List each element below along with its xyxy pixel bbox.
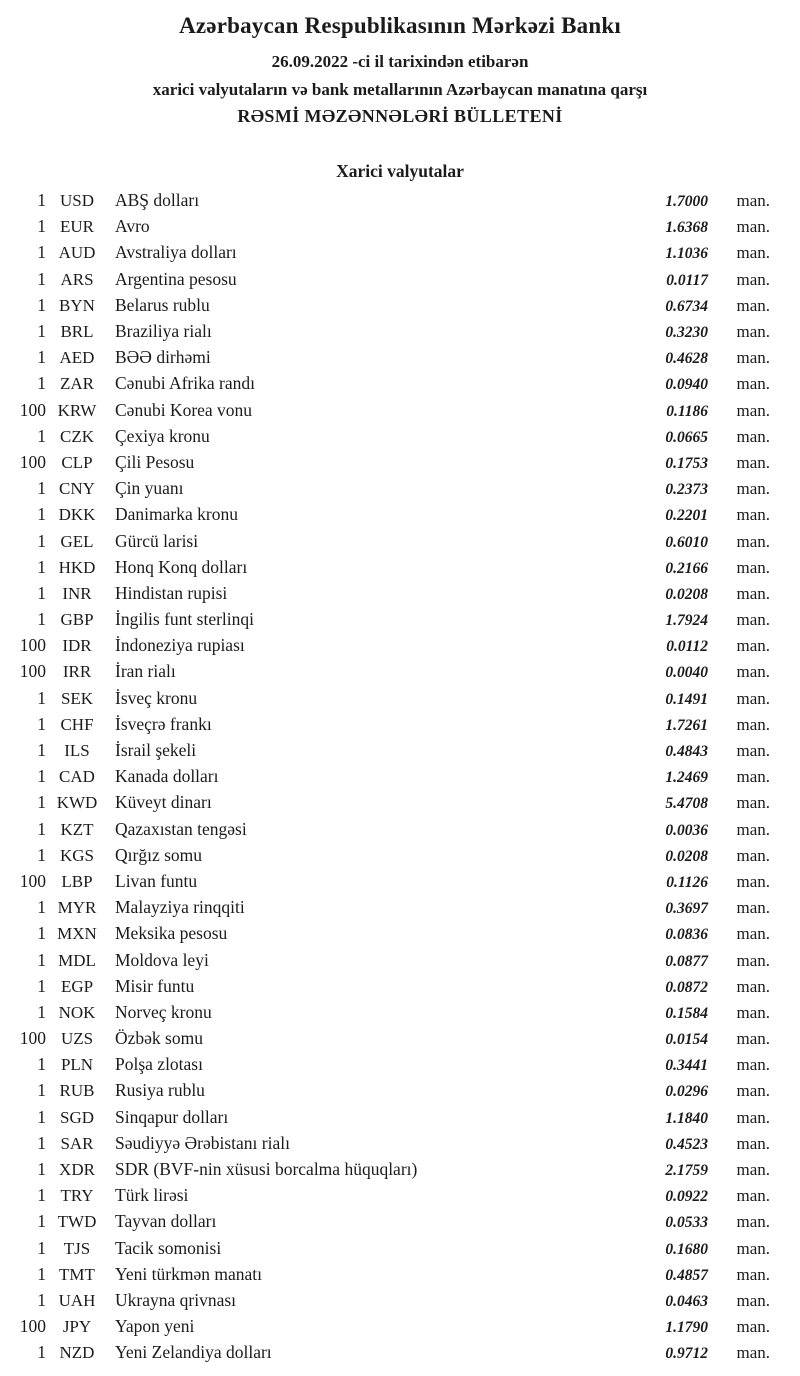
unit-cell: man. <box>736 1238 770 1258</box>
currency-name-cell: Polşa zlotası <box>115 1054 203 1075</box>
unit-cell: man. <box>736 505 770 525</box>
scope-line: xarici valyutaların və bank metallarının Azərbaycan manatına qarşı <box>152 79 648 99</box>
rate-cell: 0.0154 <box>665 1031 708 1049</box>
currency-name-cell: Səudiyyə Ərəbistanı rialı <box>115 1132 290 1153</box>
nominal-cell: 100 <box>19 661 46 682</box>
rate-cell: 1.1840 <box>665 1109 708 1127</box>
currency-code-cell: CHF <box>60 714 94 734</box>
unit-cell: man. <box>736 819 770 839</box>
rate-cell: 0.2201 <box>665 507 708 525</box>
rate-cell: 0.1680 <box>665 1240 708 1258</box>
unit-cell: man. <box>736 374 770 394</box>
table-row <box>0 557 800 583</box>
currency-code-cell: UZS <box>60 1029 94 1049</box>
currency-code-cell: NZD <box>59 1343 95 1363</box>
bank-title: Azərbaycan Respublikasının Mərkəzi Bankı <box>179 13 621 38</box>
unit-cell: man. <box>736 243 770 263</box>
rate-cell: 1.2469 <box>665 769 708 787</box>
currency-code-cell: MXN <box>57 924 97 944</box>
currency-name-cell: Braziliya rialı <box>115 321 212 341</box>
section-title: Xarici valyutalar <box>336 161 464 182</box>
currency-code-cell: MDL <box>58 950 96 970</box>
table-row <box>0 819 800 845</box>
currency-code-cell: AUD <box>58 243 96 263</box>
currency-name-cell: Danimarka kronu <box>115 504 238 525</box>
currency-name-cell: Argentina pesosu <box>115 268 237 289</box>
table-row <box>0 1290 800 1316</box>
table-row <box>0 871 800 897</box>
rate-cell: 0.0836 <box>665 926 708 944</box>
unit-cell: man. <box>736 1160 770 1179</box>
rate-cell: 0.0665 <box>665 428 708 446</box>
nominal-cell: 1 <box>37 294 46 315</box>
nominal-cell: 1 <box>37 949 46 970</box>
rate-cell: 0.0117 <box>666 271 708 289</box>
unit-cell: man. <box>736 1264 770 1284</box>
currency-code-cell: USD <box>59 191 94 211</box>
rate-cell: 1.7000 <box>665 193 708 211</box>
unit-cell: man. <box>736 1290 770 1310</box>
table-row <box>0 792 800 818</box>
currency-code-cell: MYR <box>57 898 97 918</box>
currency-code-cell: LBP <box>61 871 93 891</box>
currency-name-cell: Çili Pesosu <box>115 451 195 472</box>
unit-cell: man. <box>736 479 770 499</box>
rate-cell: 1.1036 <box>665 245 708 263</box>
unit-cell: man. <box>736 845 770 865</box>
rate-cell: 0.3697 <box>665 900 708 918</box>
currency-code-cell: KZT <box>60 819 94 839</box>
rate-cell: 0.0208 <box>665 847 708 865</box>
rate-cell: 1.7261 <box>665 716 708 734</box>
currency-code-cell: CAD <box>59 767 95 787</box>
rate-cell: 0.0877 <box>665 952 708 970</box>
currency-name-cell: Çexiya kronu <box>115 425 210 446</box>
nominal-cell: 1 <box>37 556 46 577</box>
table-row <box>0 1264 800 1290</box>
nominal-cell: 1 <box>37 1080 46 1101</box>
table-row <box>0 609 800 635</box>
currency-name-cell: Yapon yeni <box>115 1316 195 1337</box>
table-row <box>0 740 800 766</box>
currency-name-cell: Cənubi Afrika randı <box>115 373 255 394</box>
unit-cell: man. <box>736 400 770 420</box>
unit-cell: man. <box>736 531 770 551</box>
currency-name-cell: Kanada dolları <box>115 766 219 787</box>
table-row <box>0 321 800 347</box>
nominal-cell: 100 <box>19 1316 46 1337</box>
currency-code-cell: NOK <box>58 1002 96 1022</box>
nominal-cell: 100 <box>19 399 46 420</box>
unit-cell: man. <box>736 950 770 970</box>
currency-name-cell: Küveyt dinarı <box>115 792 212 813</box>
nominal-cell: 1 <box>37 687 46 708</box>
unit-cell: man. <box>736 610 770 630</box>
unit-cell: man. <box>736 191 770 211</box>
currency-code-cell: IDR <box>62 636 92 656</box>
rate-cell: 0.4857 <box>665 1266 708 1284</box>
unit-cell: man. <box>736 217 770 237</box>
table-row <box>0 1211 800 1237</box>
rate-cell: 1.6368 <box>665 219 708 237</box>
currency-name-cell: Özbək somu <box>115 1028 203 1049</box>
unit-cell: man. <box>736 714 770 734</box>
currency-name-cell: İsrail şekeli <box>115 740 197 760</box>
currency-name-cell: İsveçrə frankı <box>115 713 212 734</box>
table-row <box>0 216 800 242</box>
currency-name-cell: Avro <box>115 216 150 237</box>
currency-name-cell: Avstraliya dolları <box>115 242 237 263</box>
currency-code-cell: ARS <box>60 269 94 289</box>
currency-code-cell: TWD <box>57 1212 97 1232</box>
currency-code-cell: AED <box>59 348 95 368</box>
table-row <box>0 1185 800 1211</box>
table-row <box>0 714 800 740</box>
unit-cell: man. <box>736 426 770 446</box>
currency-name-cell: İndoneziya rupiası <box>115 635 245 656</box>
table-row <box>0 923 800 949</box>
currency-code-cell: DKK <box>58 505 96 525</box>
currency-code-cell: CZK <box>60 426 94 446</box>
rate-cell: 0.4843 <box>665 743 708 760</box>
currency-name-cell: Cənubi Korea vonu <box>115 399 253 420</box>
rate-cell: 0.0296 <box>665 1083 708 1101</box>
nominal-cell: 1 <box>37 373 46 394</box>
table-row <box>0 661 800 687</box>
nominal-cell: 1 <box>37 530 46 551</box>
currency-name-cell: Sinqapur dolları <box>115 1106 229 1127</box>
rate-cell: 0.4628 <box>665 350 708 368</box>
rate-cell: 0.0463 <box>665 1292 708 1310</box>
table-row <box>0 295 800 321</box>
unit-cell: man. <box>736 557 770 577</box>
currency-name-cell: Türk lirəsi <box>115 1185 189 1206</box>
nominal-cell: 1 <box>37 1289 46 1310</box>
unit-cell: man. <box>736 1055 770 1075</box>
nominal-cell: 1 <box>37 582 46 603</box>
unit-cell: man. <box>736 269 770 289</box>
rate-cell: 0.0208 <box>665 585 708 603</box>
rate-cell: 1.1790 <box>665 1319 708 1337</box>
rate-cell: 0.4523 <box>665 1135 708 1153</box>
unit-cell: man. <box>736 1029 770 1049</box>
rate-cell: 5.4708 <box>665 795 708 813</box>
rate-cell: 0.1584 <box>665 1004 708 1022</box>
nominal-cell: 1 <box>37 1054 46 1075</box>
table-row <box>0 347 800 373</box>
currency-code-cell: TRY <box>60 1186 94 1206</box>
rate-cell: 0.2166 <box>665 559 708 577</box>
unit-cell: man. <box>736 1343 770 1363</box>
nominal-cell: 100 <box>19 1028 46 1049</box>
nominal-cell: 1 <box>37 923 46 944</box>
nominal-cell: 1 <box>37 1185 46 1206</box>
currency-name-cell: Gürcü larisi <box>115 530 199 551</box>
currency-code-cell: EUR <box>60 217 94 237</box>
currency-code-cell: SAR <box>60 1133 94 1153</box>
currency-code-cell: ZAR <box>60 374 94 394</box>
table-row <box>0 976 800 1002</box>
rate-cell: 0.3230 <box>665 324 708 341</box>
currency-name-cell: Belarus rublu <box>115 294 210 315</box>
document-header <box>0 13 800 127</box>
currency-code-cell: KWD <box>56 793 98 813</box>
currency-code-cell: HKD <box>58 557 96 577</box>
table-row <box>0 1238 800 1264</box>
currency-code-cell: GEL <box>60 531 94 551</box>
currency-code-cell: JPY <box>62 1317 92 1337</box>
currency-name-cell: Yeni türkmən manatı <box>115 1263 262 1284</box>
table-row <box>0 897 800 923</box>
nominal-cell: 1 <box>37 1237 46 1258</box>
rate-cell: 0.6734 <box>665 297 708 315</box>
nominal-cell: 1 <box>37 740 46 760</box>
rate-cell: 0.6010 <box>665 533 708 551</box>
currency-name-cell: Honq Konq dolları <box>115 556 248 577</box>
currency-code-cell: GBP <box>60 610 94 630</box>
nominal-cell: 100 <box>19 870 46 891</box>
currency-code-cell: BRL <box>60 322 94 341</box>
nominal-cell: 1 <box>37 766 46 787</box>
nominal-cell: 1 <box>37 818 46 839</box>
table-row <box>0 452 800 478</box>
nominal-cell: 1 <box>37 1263 46 1284</box>
table-row <box>0 688 800 714</box>
currency-code-cell: BYN <box>59 295 95 315</box>
table-row <box>0 635 800 661</box>
currency-name-cell: ABŞ dolları <box>115 190 200 211</box>
nominal-cell: 1 <box>37 1001 46 1022</box>
rate-cell: 2.1759 <box>665 1162 708 1179</box>
currency-code-cell: SGD <box>59 1107 94 1127</box>
nominal-cell: 1 <box>37 897 46 918</box>
table-row <box>0 766 800 792</box>
rate-cell: 0.1186 <box>666 402 708 420</box>
rate-cell: 0.0036 <box>665 821 708 839</box>
table-row <box>0 426 800 452</box>
currency-name-cell: Norveç kronu <box>115 1001 212 1022</box>
unit-cell: man. <box>736 1107 770 1127</box>
currency-code-cell: KRW <box>57 400 97 420</box>
currency-code-cell: XDR <box>59 1160 95 1179</box>
rates-table <box>0 190 800 1368</box>
currency-code-cell: RUB <box>59 1081 95 1101</box>
nominal-cell: 1 <box>37 425 46 446</box>
currency-code-cell: CLP <box>61 452 93 472</box>
table-row <box>0 531 800 557</box>
table-row <box>0 504 800 530</box>
rate-cell: 0.9712 <box>665 1345 708 1363</box>
currency-name-cell: Çin yuanı <box>115 478 184 499</box>
rate-cell: 0.0112 <box>666 638 708 656</box>
unit-cell: man. <box>736 583 770 603</box>
unit-cell: man. <box>736 1133 770 1153</box>
table-row <box>0 950 800 976</box>
unit-cell: man. <box>736 871 770 891</box>
currency-code-cell: IRR <box>62 662 92 682</box>
currency-code-cell: TMT <box>59 1264 95 1284</box>
unit-cell: man. <box>736 1317 770 1337</box>
table-row <box>0 478 800 504</box>
unit-cell: man. <box>736 976 770 996</box>
unit-cell: man. <box>736 452 770 472</box>
table-row <box>0 373 800 399</box>
currency-name-cell: Livan funtu <box>115 870 198 891</box>
currency-code-cell: SEK <box>60 688 94 708</box>
rate-cell: 0.1491 <box>665 690 708 708</box>
nominal-cell: 1 <box>37 1132 46 1153</box>
rate-cell: 0.1753 <box>665 454 708 472</box>
nominal-cell: 1 <box>37 844 46 865</box>
table-row <box>0 1133 800 1159</box>
nominal-cell: 100 <box>19 635 46 656</box>
currency-code-cell: CNY <box>59 479 95 499</box>
nominal-cell: 1 <box>37 792 46 813</box>
unit-cell: man. <box>736 924 770 944</box>
unit-cell: man. <box>736 348 770 368</box>
currency-code-cell: UAH <box>58 1290 96 1310</box>
unit-cell: man. <box>736 662 770 682</box>
table-row <box>0 190 800 216</box>
nominal-cell: 1 <box>37 609 46 630</box>
table-row <box>0 1342 800 1368</box>
currency-name-cell: BƏƏ dirhəmi <box>115 347 211 368</box>
unit-cell: man. <box>736 1002 770 1022</box>
unit-cell: man. <box>736 688 770 708</box>
nominal-cell: 1 <box>37 242 46 263</box>
currency-code-cell: INR <box>62 583 92 603</box>
rate-cell: 0.0922 <box>665 1188 708 1206</box>
nominal-cell: 1 <box>37 216 46 237</box>
currency-name-cell: Rusiya rublu <box>115 1080 205 1101</box>
currency-name-cell: Moldova leyi <box>115 949 209 970</box>
table-row <box>0 1159 800 1185</box>
nominal-cell: 1 <box>37 1342 46 1363</box>
table-row <box>0 845 800 871</box>
rate-cell: 0.1126 <box>666 873 708 891</box>
rate-cell: 0.2373 <box>665 481 708 499</box>
currency-name-cell: Tacik somonisi <box>115 1237 222 1258</box>
currency-name-cell: Misir funtu <box>115 975 195 996</box>
nominal-cell: 1 <box>37 1211 46 1232</box>
unit-cell: man. <box>736 1212 770 1232</box>
nominal-cell: 1 <box>37 478 46 499</box>
effective-date-line: 26.09.2022 -ci il tarixindən etibarən <box>271 52 529 71</box>
nominal-cell: 1 <box>37 1106 46 1127</box>
rate-cell: 1.7924 <box>665 612 708 630</box>
nominal-cell: 1 <box>37 1159 46 1179</box>
unit-cell: man. <box>736 767 770 787</box>
unit-cell: man. <box>736 1186 770 1206</box>
nominal-cell: 1 <box>37 190 46 211</box>
currency-name-cell: Hindistan rupisi <box>115 582 228 603</box>
currency-code-cell: TJS <box>63 1238 91 1258</box>
table-row <box>0 1107 800 1133</box>
unit-cell: man. <box>736 295 770 315</box>
currency-name-cell: Tayvan dolları <box>115 1211 217 1232</box>
nominal-cell: 1 <box>37 347 46 368</box>
table-row <box>0 1054 800 1080</box>
nominal-cell: 100 <box>19 451 46 472</box>
currency-code-cell: ILS <box>64 741 90 760</box>
unit-cell: man. <box>736 793 770 813</box>
unit-cell: man. <box>736 1081 770 1101</box>
currency-name-cell: Malayziya rinqqiti <box>115 897 245 918</box>
currency-name-cell: Qırğız somu <box>115 844 203 865</box>
currency-name-cell: Meksika pesosu <box>115 923 228 944</box>
table-row <box>0 1002 800 1028</box>
currency-code-cell: KGS <box>59 845 94 865</box>
rate-cell: 0.0940 <box>665 376 708 394</box>
nominal-cell: 1 <box>37 713 46 734</box>
table-row <box>0 1028 800 1054</box>
table-row <box>0 242 800 268</box>
currency-name-cell: İran rialı <box>115 661 176 682</box>
currency-name-cell: İsveç kronu <box>115 687 198 708</box>
unit-cell: man. <box>736 322 770 341</box>
nominal-cell: 1 <box>37 504 46 525</box>
rate-cell: 0.0040 <box>665 664 708 682</box>
nominal-cell: 1 <box>37 268 46 289</box>
table-row <box>0 1316 800 1342</box>
table-row <box>0 269 800 295</box>
currency-name-cell: Yeni Zelandiya dolları <box>115 1342 272 1363</box>
nominal-cell: 1 <box>37 975 46 996</box>
rate-cell: 0.3441 <box>665 1057 708 1075</box>
currency-name-cell: İngilis funt sterlinqi <box>115 609 255 630</box>
rate-cell: 0.0872 <box>665 978 708 996</box>
table-row <box>0 400 800 426</box>
currency-name-cell: Qazaxıstan tengəsi <box>115 818 247 839</box>
currency-code-cell: EGP <box>60 976 94 996</box>
currency-name-cell: SDR (BVF-nin xüsusi borcalma hüquqları) <box>115 1159 418 1179</box>
currency-code-cell: PLN <box>60 1055 94 1075</box>
table-row <box>0 1080 800 1106</box>
unit-cell: man. <box>736 636 770 656</box>
unit-cell: man. <box>736 741 770 760</box>
table-row <box>0 583 800 609</box>
unit-cell: man. <box>736 898 770 918</box>
bulletin-title: RƏSMİ MƏZƏNNƏLƏRİ BÜLLETENİ <box>237 106 563 127</box>
rate-cell: 0.0533 <box>665 1214 708 1232</box>
currency-name-cell: Ukrayna qrivnası <box>115 1289 237 1310</box>
nominal-cell: 1 <box>37 321 46 341</box>
